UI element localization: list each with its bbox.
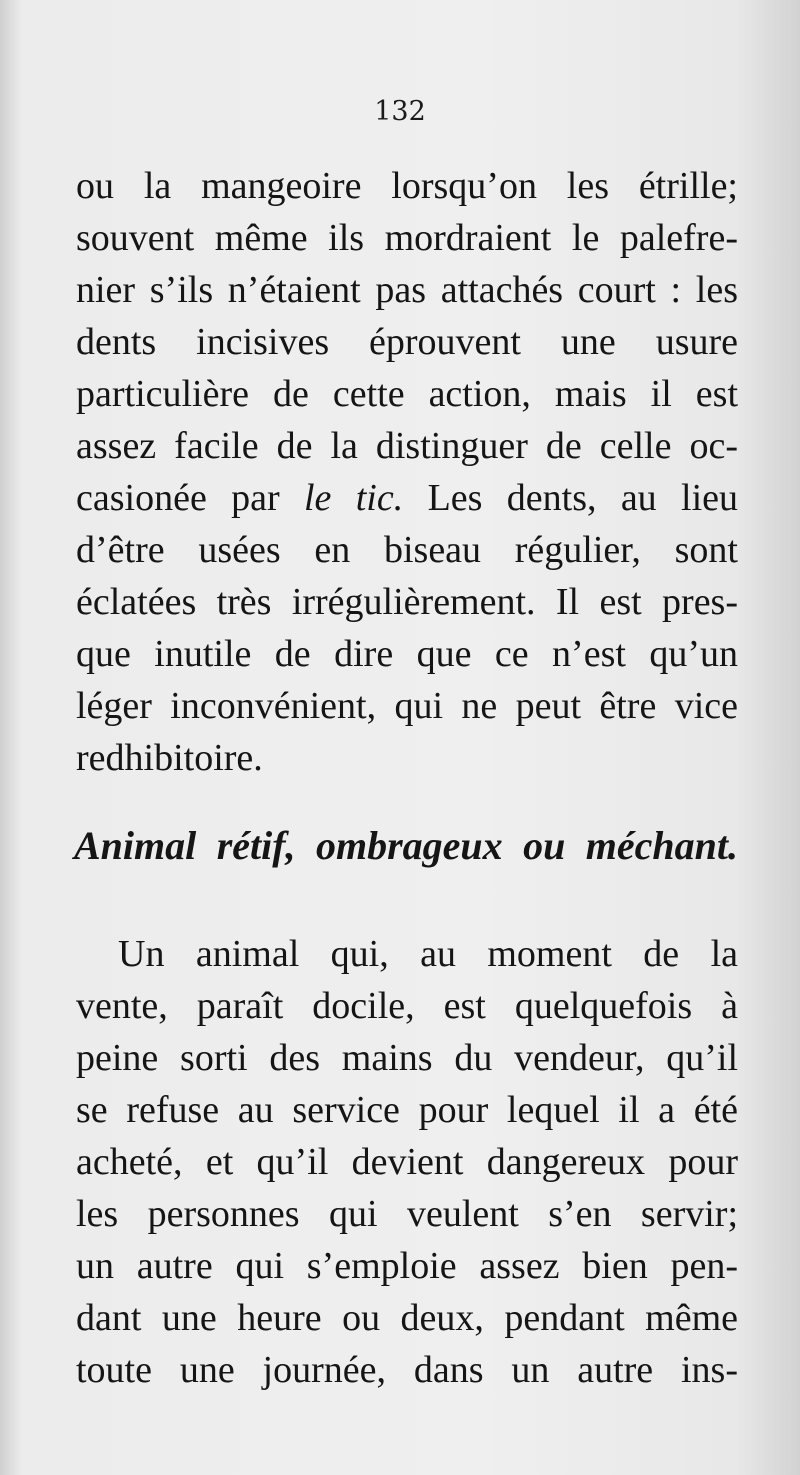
text-line: se refuse au service pour lequel il a été	[76, 1089, 738, 1131]
text-line	[76, 474, 738, 522]
text-run: casionée par	[76, 477, 304, 519]
italic-term: le tic.	[304, 477, 404, 519]
page-number: 132	[374, 96, 426, 127]
text-line: ou la mangeoire lorsqu’on les étrille;	[76, 165, 738, 207]
text-line: assez facile de la distinguer de celle oc-	[76, 425, 738, 467]
section-heading: Animal rétif, ombrageux ou méchant.	[74, 823, 738, 868]
text-line: redhibitoire.	[76, 737, 263, 779]
text-line: toute une journée, dans un autre ins-	[76, 1349, 738, 1391]
text-line: vente, paraît docile, est quelquefois à	[76, 985, 738, 1027]
text-line: acheté, et qu’il devient dangereux pour	[76, 1141, 738, 1183]
text-line: dant une heure ou deux, pendant même	[76, 1297, 738, 1339]
text-line: particulière de cette action, mais il est	[76, 373, 738, 415]
text-line: un autre qui s’emploie assez bien pen-	[76, 1245, 738, 1287]
text-line: les personnes qui veulent s’en servir;	[76, 1193, 738, 1235]
text-line: Un animal qui, au moment de la	[118, 933, 738, 975]
text-run: Les dents, au lieu	[403, 477, 738, 519]
text-line: léger inconvénient, qui ne peut être vice	[76, 685, 738, 727]
text-line: d’être usées en biseau régulier, sont	[76, 529, 738, 571]
text-line: dents incisives éprouvent une usure	[76, 321, 738, 363]
text-line: peine sorti des mains du vendeur, qu’il	[76, 1037, 738, 1079]
text-line: que inutile de dire que ce n’est qu’un	[76, 633, 738, 675]
text-line: nier s’ils n’étaient pas attachés court : les	[76, 269, 738, 311]
text-line: éclatées très irrégulièrement. Il est pres-	[76, 581, 738, 623]
text-line: souvent même ils mordraient le palefre-	[76, 217, 738, 259]
